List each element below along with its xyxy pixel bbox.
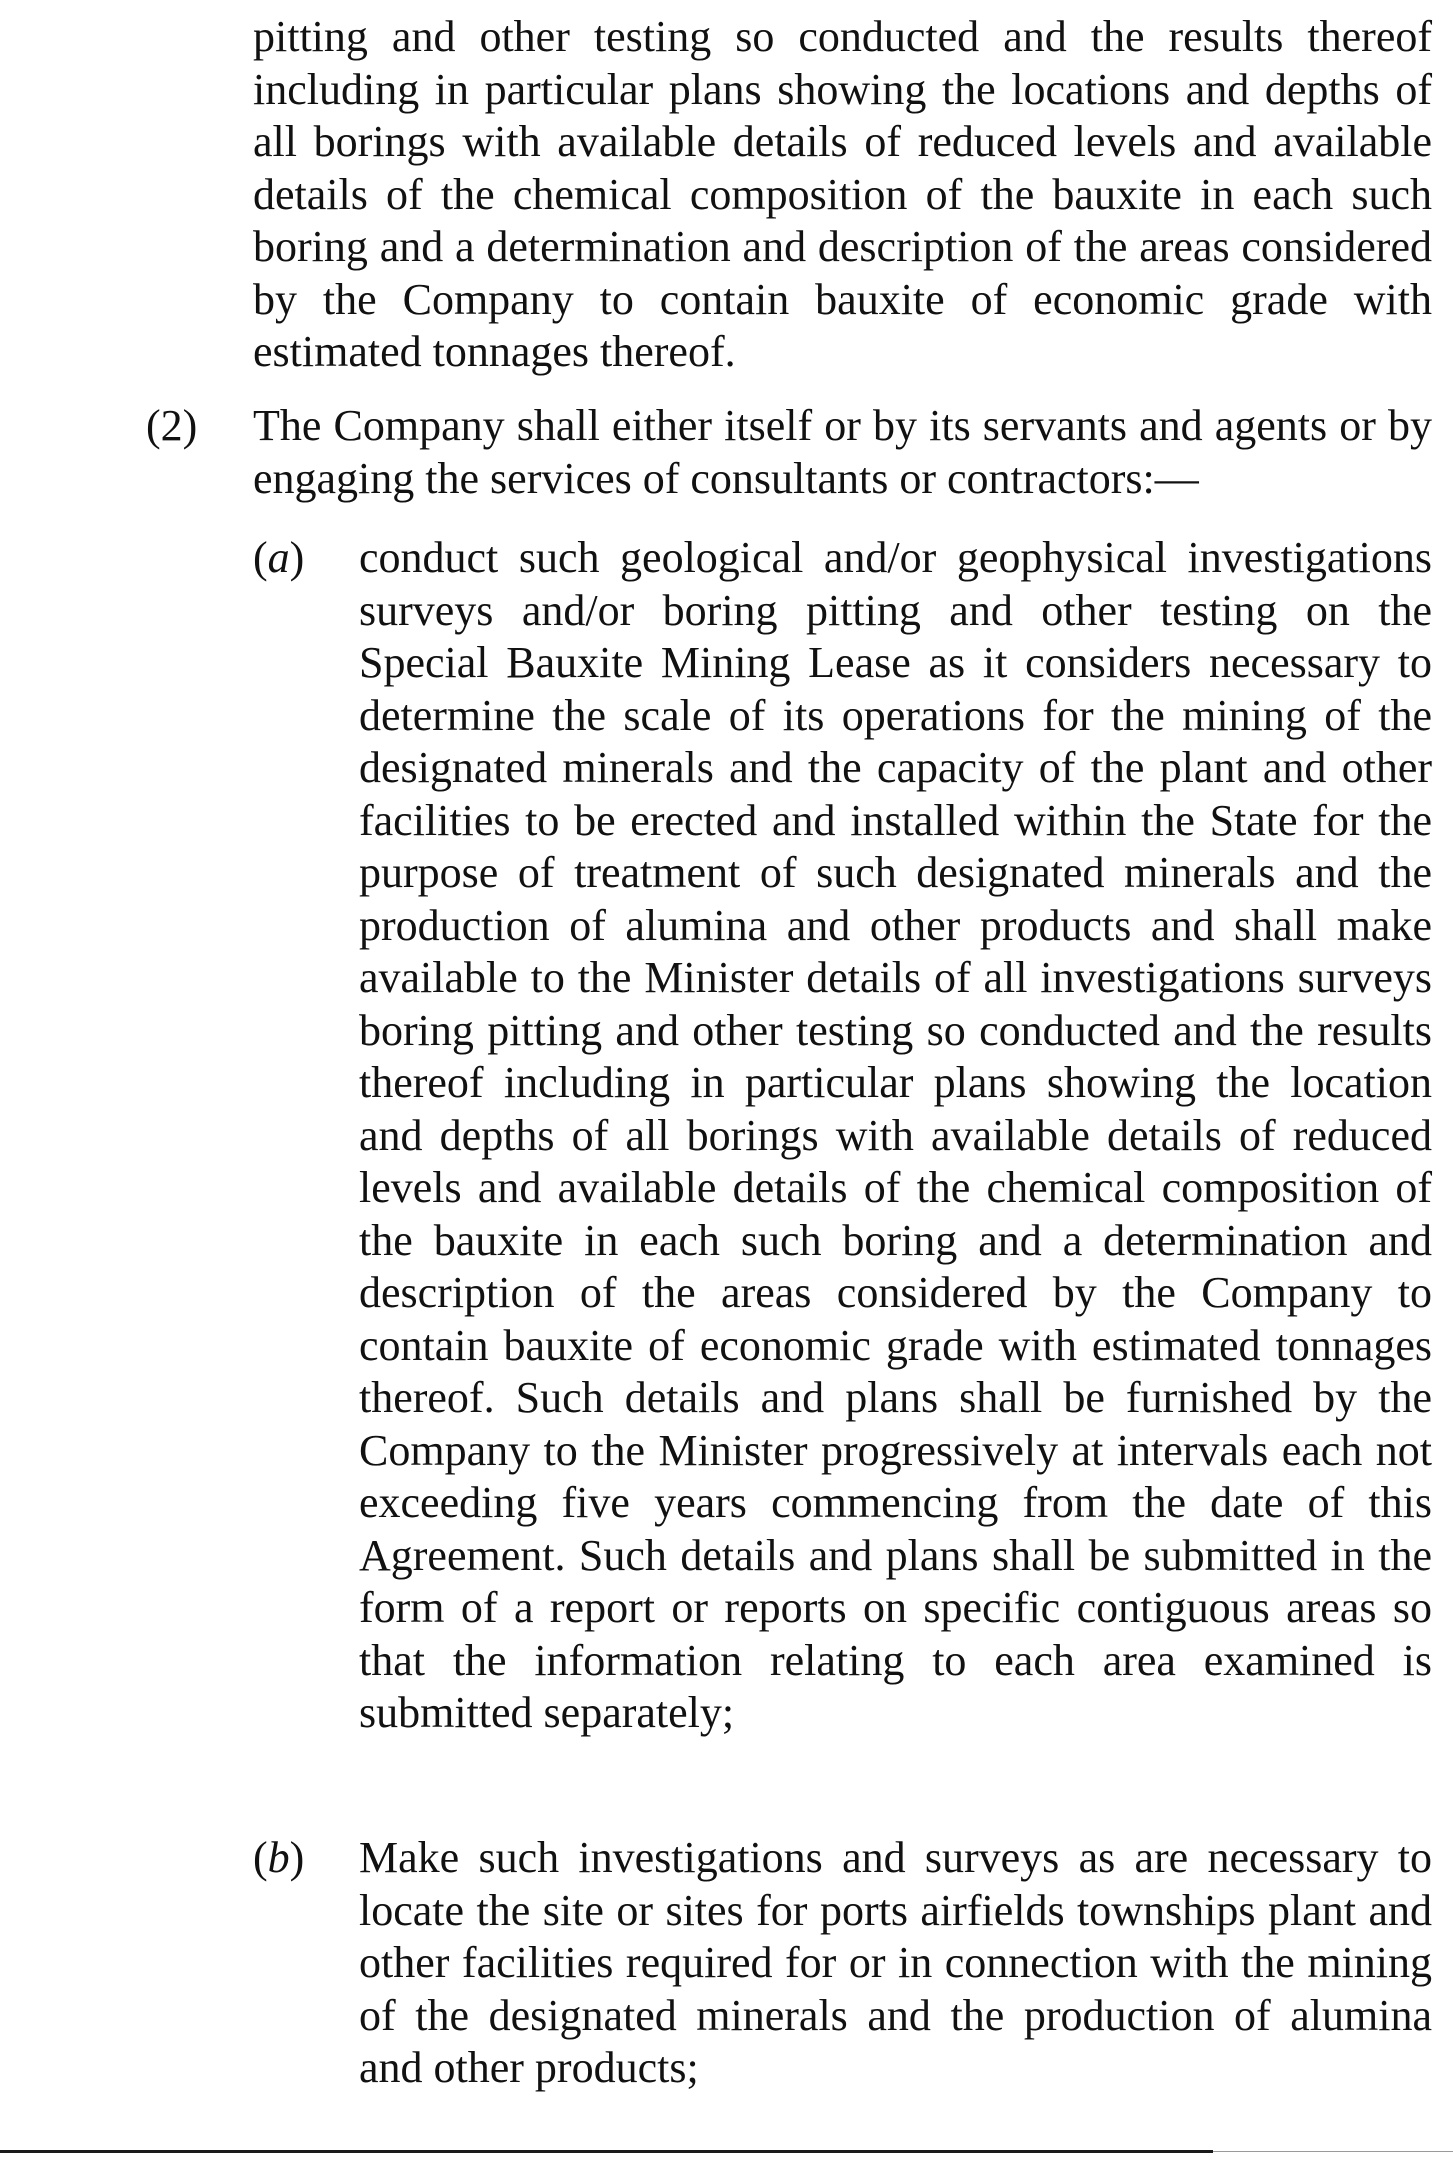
clause-b-letter: b xyxy=(267,1833,290,1882)
clause-a-letter: a xyxy=(267,533,290,582)
clause-a-label xyxy=(253,532,304,585)
clause-a-text: conduct such geological and/or geophysical investigations surveys and/or boring pitting and other testing on the Special Bauxite Mining Lease as it considers necessary to determine the scale of its operations for the mining of the designated minerals and the capacity of the plant and other facilities to be erected and installed within the State for the purpose of treatment of such designated minerals and the production of alumina and other products and shall make available to the Minister details of all investigations surveys boring pitting and other testing so conducted and the results thereof including in particular plans showing the location and depths of all borings with available details of reduced levels and available details of the chemical composition of the bauxite in each such boring and a determination and description of the areas considered by the Company to contain bauxite of economic grade with estimated tonnages thereof. Such details and plans shall be furnished by the Company to the Minister progressively at intervals each not exceeding five years commencing from the date of this Agreement. Such details and plans shall be submitted in the form of a report or reports on specific contiguous areas so that the information relating to each area examined is submitted separately; xyxy=(359,533,1432,1737)
clause-b-text: Make such investigations and surveys as are necessary to locate the site or sites for ports airfields townships plant and other facilities required for or in connection with the mining of the designated minerals and the production of alumina and other products; xyxy=(359,1833,1432,2092)
clause-b-close-paren: ) xyxy=(289,1833,305,1882)
clause-b-label xyxy=(253,1832,304,1885)
paragraph-continuation: pitting and other testing so conducted and the results thereof including in particular plans showing the locations and depths of all borings with available details of reduced levels and available details of the chemical composition of the bauxite in each such boring and a determination and description of the areas considered by the Company to contain bauxite of economic grade with estimated tonnages thereof. xyxy=(253,12,1432,376)
clause-b-open-paren: ( xyxy=(253,1833,268,1882)
clause-a-open-paren: ( xyxy=(253,533,268,582)
footer-rule-faint xyxy=(1213,2151,1453,2152)
footer-rule xyxy=(0,2150,1213,2153)
clause-a-close-paren: ) xyxy=(289,533,305,582)
clause-2-text: The Company shall either itself or by its servants and agents or by engaging the services of consultants or contractors:— xyxy=(253,401,1432,503)
clause-2-label: (2) xyxy=(146,401,198,450)
